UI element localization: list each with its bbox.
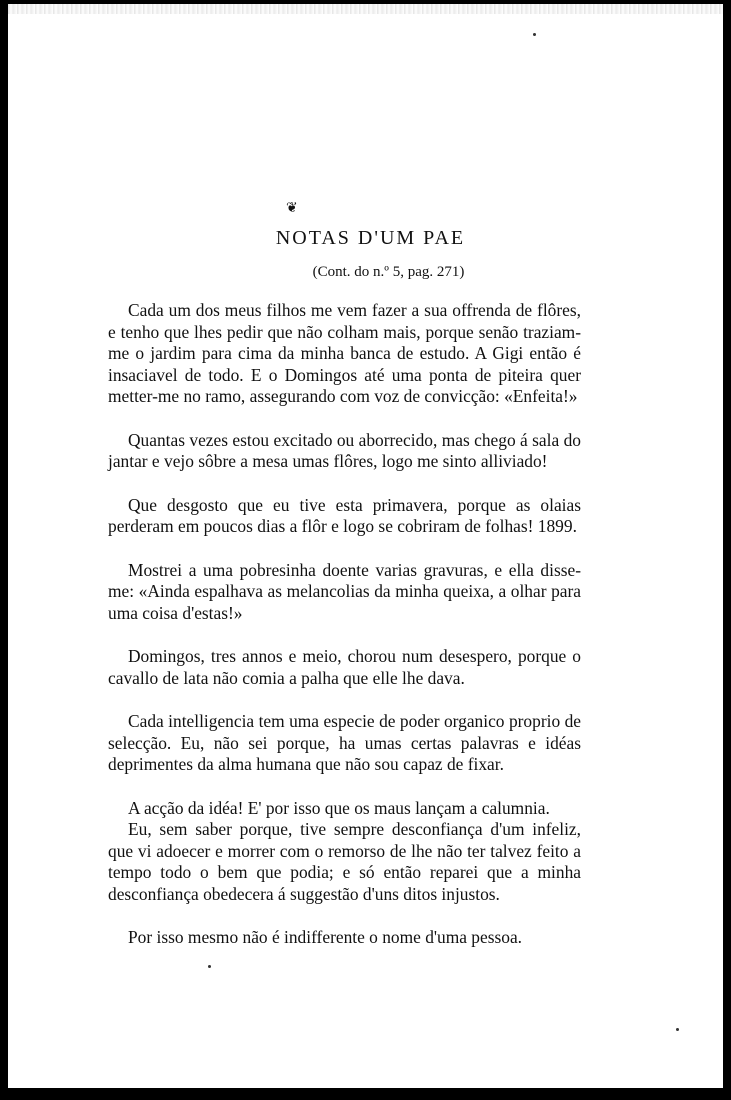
- paragraph: Cada intelligencia tem uma especie de poder organico proprio de selecção. Eu, não sei porque, ha umas certas palavras e idéas deprimentes da alma humana que não sou capaz de fixar.: [108, 711, 581, 774]
- paragraph: Mostrei a uma pobresinha doente varias gravuras, e ella disse-me: «Ainda espalhava as melancolias da minha queixa, a olhar para uma coisa d'estas!»: [108, 559, 581, 623]
- speck: [676, 1028, 679, 1031]
- page-title: NOTAS D'UM PAE: [275, 227, 466, 249]
- paragraph: Que desgosto que eu tive esta primavera, porque as olaias perderam em poucos dias a flôr e logo se cobriram de folhas! 1899.: [108, 494, 581, 536]
- paragraph: A acção da idéa! E' por isso que os maus lançam a calumnia.: [128, 797, 550, 818]
- speck: [533, 33, 536, 36]
- article-body: [108, 300, 581, 971]
- paragraph: Cada um dos meus filhos me vem fazer a sua offrenda de flôres, e tenho que lhes pedir que não colham mais, porque senão traziam-me o jardim para cima da minha banca de estudo. A Gigi então é insaciavel de todo. E o Domingos até uma ponta de piteira quer metter-me no ramo, assegurando com voz de convicção: «Enfeita!»: [108, 300, 581, 406]
- paragraph: Por isso mesmo não é indifferente o nome d'uma pessoa.: [128, 927, 523, 947]
- speck: [208, 965, 211, 968]
- paragraph: Domingos, tres annos e meio, chorou num desespero, porque o cavallo de lata não comia a palha que elle lhe dava.: [108, 646, 581, 688]
- continuation-note: (Cont. do n.º 5, pag. 271): [312, 264, 465, 280]
- paragraph: Eu, sem saber porque, tive sempre desconfiança d'um infeliz, que vi adoecer e morrer com o remorso de lhe não ter talvez feito a tempo todo o bem que podia; e só então reparei que a minha desconfiança obedecera á suggestão d'uns ditos injustos.: [108, 819, 581, 904]
- ornament-icon: ❦: [286, 201, 298, 216]
- scan-edge: [8, 4, 723, 14]
- paragraph: Quantas vezes estou excitado ou aborrecido, mas chego á sala do jantar e vejo sôbre a mesa umas flôres, logo me sinto alliviado!: [108, 429, 581, 471]
